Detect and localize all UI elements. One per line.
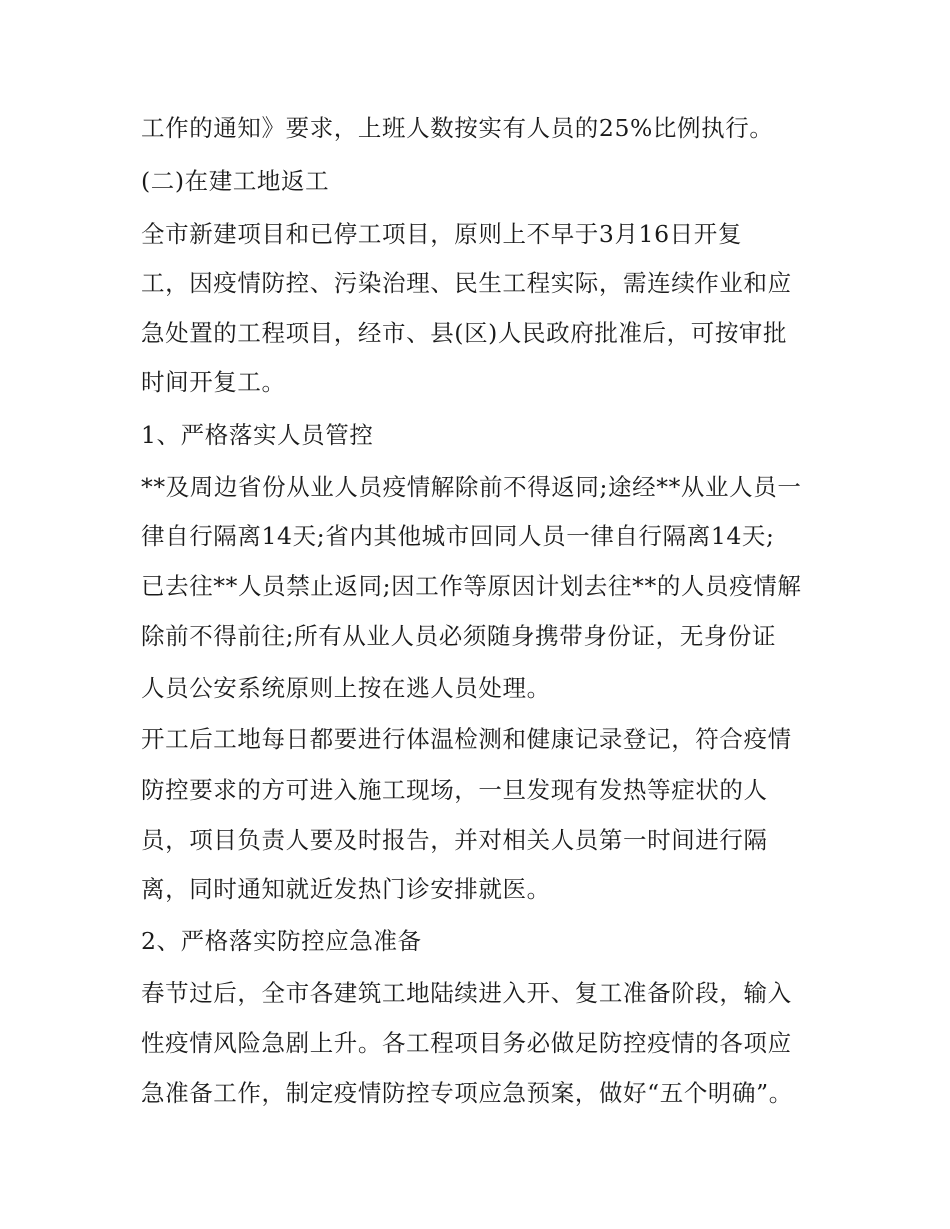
text-line-9: 律自行隔离14天;省内其他城市回同人员一律自行隔离14天; (141, 522, 775, 550)
text-line-6: 时间开复工。 (141, 368, 286, 396)
text-line-14: 防控要求的方可进入施工现场，一旦发现有发热等症状的人 (141, 776, 768, 804)
text-line-4: 工，因疫情防控、污染治理、民生工程实际，需连续作业和应 (141, 269, 792, 297)
text-line-5: 急处置的工程项目，经市、县(区)人民政府批准后，可按审批 (141, 319, 788, 347)
text-line-12: 人员公安系统原则上按在逃人员处理。 (141, 674, 551, 702)
text-line-15: 员，项目负责人要及时报告，并对相关人员第一时间进行隔 (141, 826, 768, 854)
subheading-personnel-control: 1、严格落实人员管控 (141, 421, 374, 449)
text-line-13: 开工后工地每日都要进行体温检测和健康记录登记，符合疫情 (141, 725, 792, 753)
text-line-19: 性疫情风险急剧上升。各工程项目务必做足防控疫情的各项应 (141, 1029, 792, 1057)
text-line-8: **及周边省份从业人员疫情解除前不得返同;途经**从业人员一 (141, 473, 802, 501)
text-line-20: 急准备工作，制定疫情防控专项应急预案，做好“五个明确”。 (141, 1079, 793, 1107)
text-line-18: 春节过后，全市各建筑工地陆续进入开、复工准备阶段，输入 (141, 979, 792, 1007)
text-line-11: 除前不得前往;所有从业人员必须随身携带身份证，无身份证 (141, 622, 777, 650)
section-heading-construction-return: (二)在建工地返工 (141, 167, 330, 195)
text-line-10: 已去往**人员禁止返同;因工作等原因计划去往**的人员疫情解 (141, 572, 802, 600)
subheading-emergency-preparation: 2、严格落实防控应急准备 (141, 927, 422, 955)
text-line-1: 工作的通知》要求，上班人数按实有人员的25%比例执行。 (141, 114, 774, 142)
text-line-3: 全市新建项目和已停工项目，原则上不早于3月16日开复 (141, 220, 742, 248)
text-line-16: 离，同时通知就近发热门诊安排就医。 (141, 875, 551, 903)
